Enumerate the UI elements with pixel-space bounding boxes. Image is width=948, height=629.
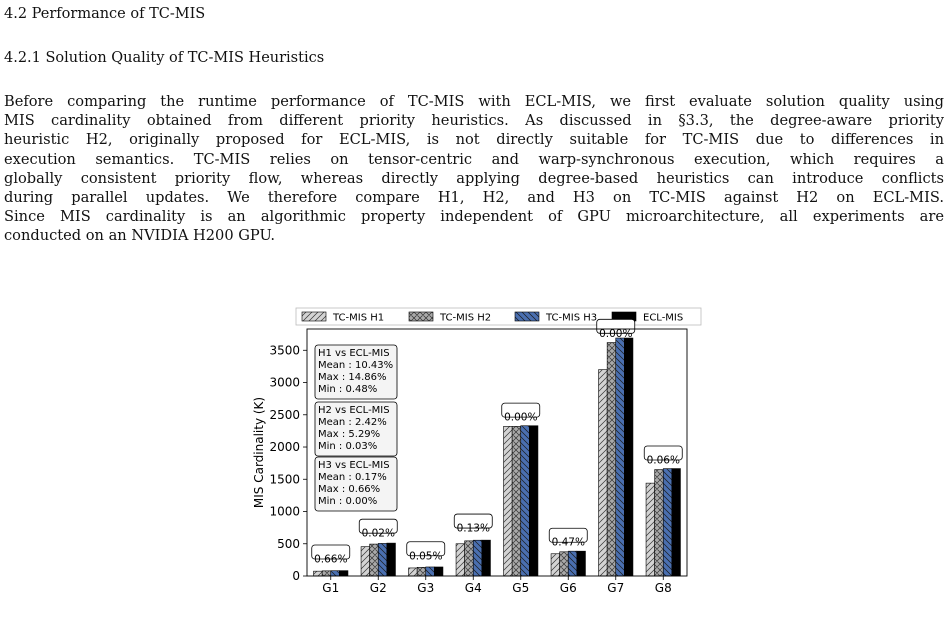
x-tick-label-g3: G3: [417, 581, 435, 595]
stat-box-line: Max : 5.29%: [318, 429, 381, 440]
annotation-label-g8: 0.06%: [646, 454, 680, 467]
paragraph-line: execution semantics. TC-MIS relies on tensor-centric and warp-synchronous execution, which requires a: [4, 150, 944, 168]
x-tick-label-g1: G1: [322, 581, 340, 595]
x-tick-label-g8: G8: [654, 581, 672, 595]
bar-tc-mis-h2-g2: [370, 544, 379, 576]
bar-tc-mis-h2-g8: [655, 470, 664, 576]
bar-ecl-mis-g5: [529, 426, 538, 576]
bar-ecl-mis-g4: [482, 540, 491, 576]
stat-box-line: Mean : 0.17%: [318, 472, 387, 483]
y-tick-label: 2000: [269, 440, 300, 455]
annotation-label-g7: 0.00%: [599, 327, 633, 340]
x-tick-label-g7: G7: [607, 581, 625, 595]
legend-swatch-tc-mis-h2: [409, 312, 433, 321]
annotation-label-g5: 0.00%: [504, 411, 538, 424]
stat-box-line: Min : 0.48%: [318, 384, 378, 395]
bar-tc-mis-h1-g5: [504, 426, 513, 576]
bar-tc-mis-h3-g5: [521, 426, 530, 576]
paragraph-line: heuristic H2, originally proposed for ECL-MIS, is not directly suitable for TC-MIS due to differences in: [4, 131, 944, 149]
bar-tc-mis-h3-g8: [663, 469, 672, 576]
y-tick-label: 500: [277, 536, 300, 551]
bar-tc-mis-h3-g3: [426, 567, 435, 576]
stat-box-line: Mean : 2.42%: [318, 417, 387, 428]
bar-tc-mis-h2-g7: [607, 343, 616, 576]
bar-tc-mis-h3-g4: [473, 540, 482, 576]
bar-tc-mis-h1-g2: [361, 547, 370, 576]
chart-legend: [296, 308, 701, 325]
stat-box-line: H1 vs ECL-MIS: [318, 348, 390, 359]
stat-box-line: Mean : 10.43%: [318, 360, 394, 371]
x-tick-label-g5: G5: [512, 581, 530, 595]
body-paragraph: [4, 92, 944, 246]
x-tick-label-g4: G4: [464, 581, 482, 595]
bar-tc-mis-h1-g8: [646, 483, 655, 576]
bar-tc-mis-h1-g6: [551, 554, 560, 576]
bar-tc-mis-h1-g7: [599, 370, 608, 576]
stat-box-line: Max : 14.86%: [318, 372, 387, 383]
annotation-label-g2: 0.02%: [361, 527, 395, 540]
bar-tc-mis-h3-g1: [331, 571, 340, 576]
paragraph-line: Before comparing the runtime performance of TC-MIS with ECL-MIS, we first evaluate solution quality using: [4, 93, 944, 110]
y-tick-label: 2500: [269, 407, 300, 422]
subsection-heading: 4.2.1 Solution Quality of TC-MIS Heuristics: [4, 50, 325, 66]
y-tick-label: 3500: [269, 343, 300, 358]
legend-swatch-tc-mis-h3: [515, 312, 539, 321]
x-tick-label-g6: G6: [559, 581, 577, 595]
legend-swatch-tc-mis-h1: [302, 312, 326, 321]
bar-tc-mis-h2-g5: [512, 426, 521, 576]
legend-label-tc-mis-h2: TC-MIS H2: [440, 312, 492, 324]
stat-box-line: H3 vs ECL-MIS: [318, 460, 390, 471]
bar-ecl-mis-g6: [577, 551, 586, 576]
paragraph-line: Since MIS cardinality is an algorithmic property independent of GPU microarchitecture, all experiments are: [4, 208, 944, 226]
bar-ecl-mis-g2: [387, 543, 396, 576]
section-heading: 4.2 Performance of TC-MIS: [4, 6, 206, 22]
y-tick-label: 0: [292, 569, 300, 583]
annotation-label-g1: 0.66%: [314, 553, 348, 566]
annotation-label-g4: 0.13%: [456, 522, 490, 535]
bar-tc-mis-h1-g1: [314, 571, 323, 576]
paragraph-line: during parallel updates. We therefore compare H1, H2, and H3 on TC-MIS against H2 on ECL-MIS.: [4, 188, 944, 206]
x-tick-label-g2: G2: [369, 581, 387, 595]
bar-tc-mis-h2-g6: [560, 552, 569, 576]
bar-ecl-mis-g7: [624, 338, 633, 576]
bar-tc-mis-h2-g4: [465, 541, 474, 576]
stat-box-line: H2 vs ECL-MIS: [318, 405, 390, 416]
plot-area: [252, 319, 687, 595]
bar-tc-mis-h2-g3: [417, 567, 426, 576]
bar-tc-mis-h1-g4: [456, 544, 465, 576]
y-tick-label: 1500: [269, 472, 300, 487]
legend-label-ecl-mis: ECL-MIS: [643, 312, 684, 324]
y-axis-label: MIS Cardinality (K): [252, 396, 266, 509]
bar-ecl-mis-g3: [434, 567, 443, 576]
legend-label-tc-mis-h1: TC-MIS H1: [333, 312, 385, 324]
paragraph-line: globally consistent priority flow, whereas directly applying degree-based heuristics can introduce conflicts: [4, 169, 944, 187]
legend-label-tc-mis-h3: TC-MIS H3: [546, 312, 598, 324]
paragraph-line: MIS cardinality obtained from different priority heuristics. As discussed in §3.3, the degree-aware priority: [4, 112, 944, 130]
bar-tc-mis-h2-g1: [322, 571, 331, 576]
annotation-label-g3: 0.05%: [409, 550, 443, 563]
y-tick-label: 3000: [269, 375, 300, 390]
stat-box-line: Min : 0.00%: [318, 496, 378, 507]
stat-box-line: Min : 0.03%: [318, 441, 378, 452]
bar-tc-mis-h3-g6: [568, 551, 577, 576]
stat-box-line: Max : 0.66%: [318, 484, 381, 495]
paragraph-line: conducted on an NVIDIA H200 GPU.: [4, 227, 276, 245]
bar-ecl-mis-g1: [339, 571, 348, 576]
bar-ecl-mis-g8: [672, 469, 681, 576]
cardinality-bar-chart: [0, 300, 948, 629]
annotation-label-g6: 0.47%: [551, 536, 585, 549]
bar-tc-mis-h1-g3: [409, 568, 418, 576]
bar-tc-mis-h3-g2: [378, 543, 387, 576]
bar-tc-mis-h3-g7: [616, 338, 625, 576]
y-tick-label: 1000: [269, 504, 300, 519]
